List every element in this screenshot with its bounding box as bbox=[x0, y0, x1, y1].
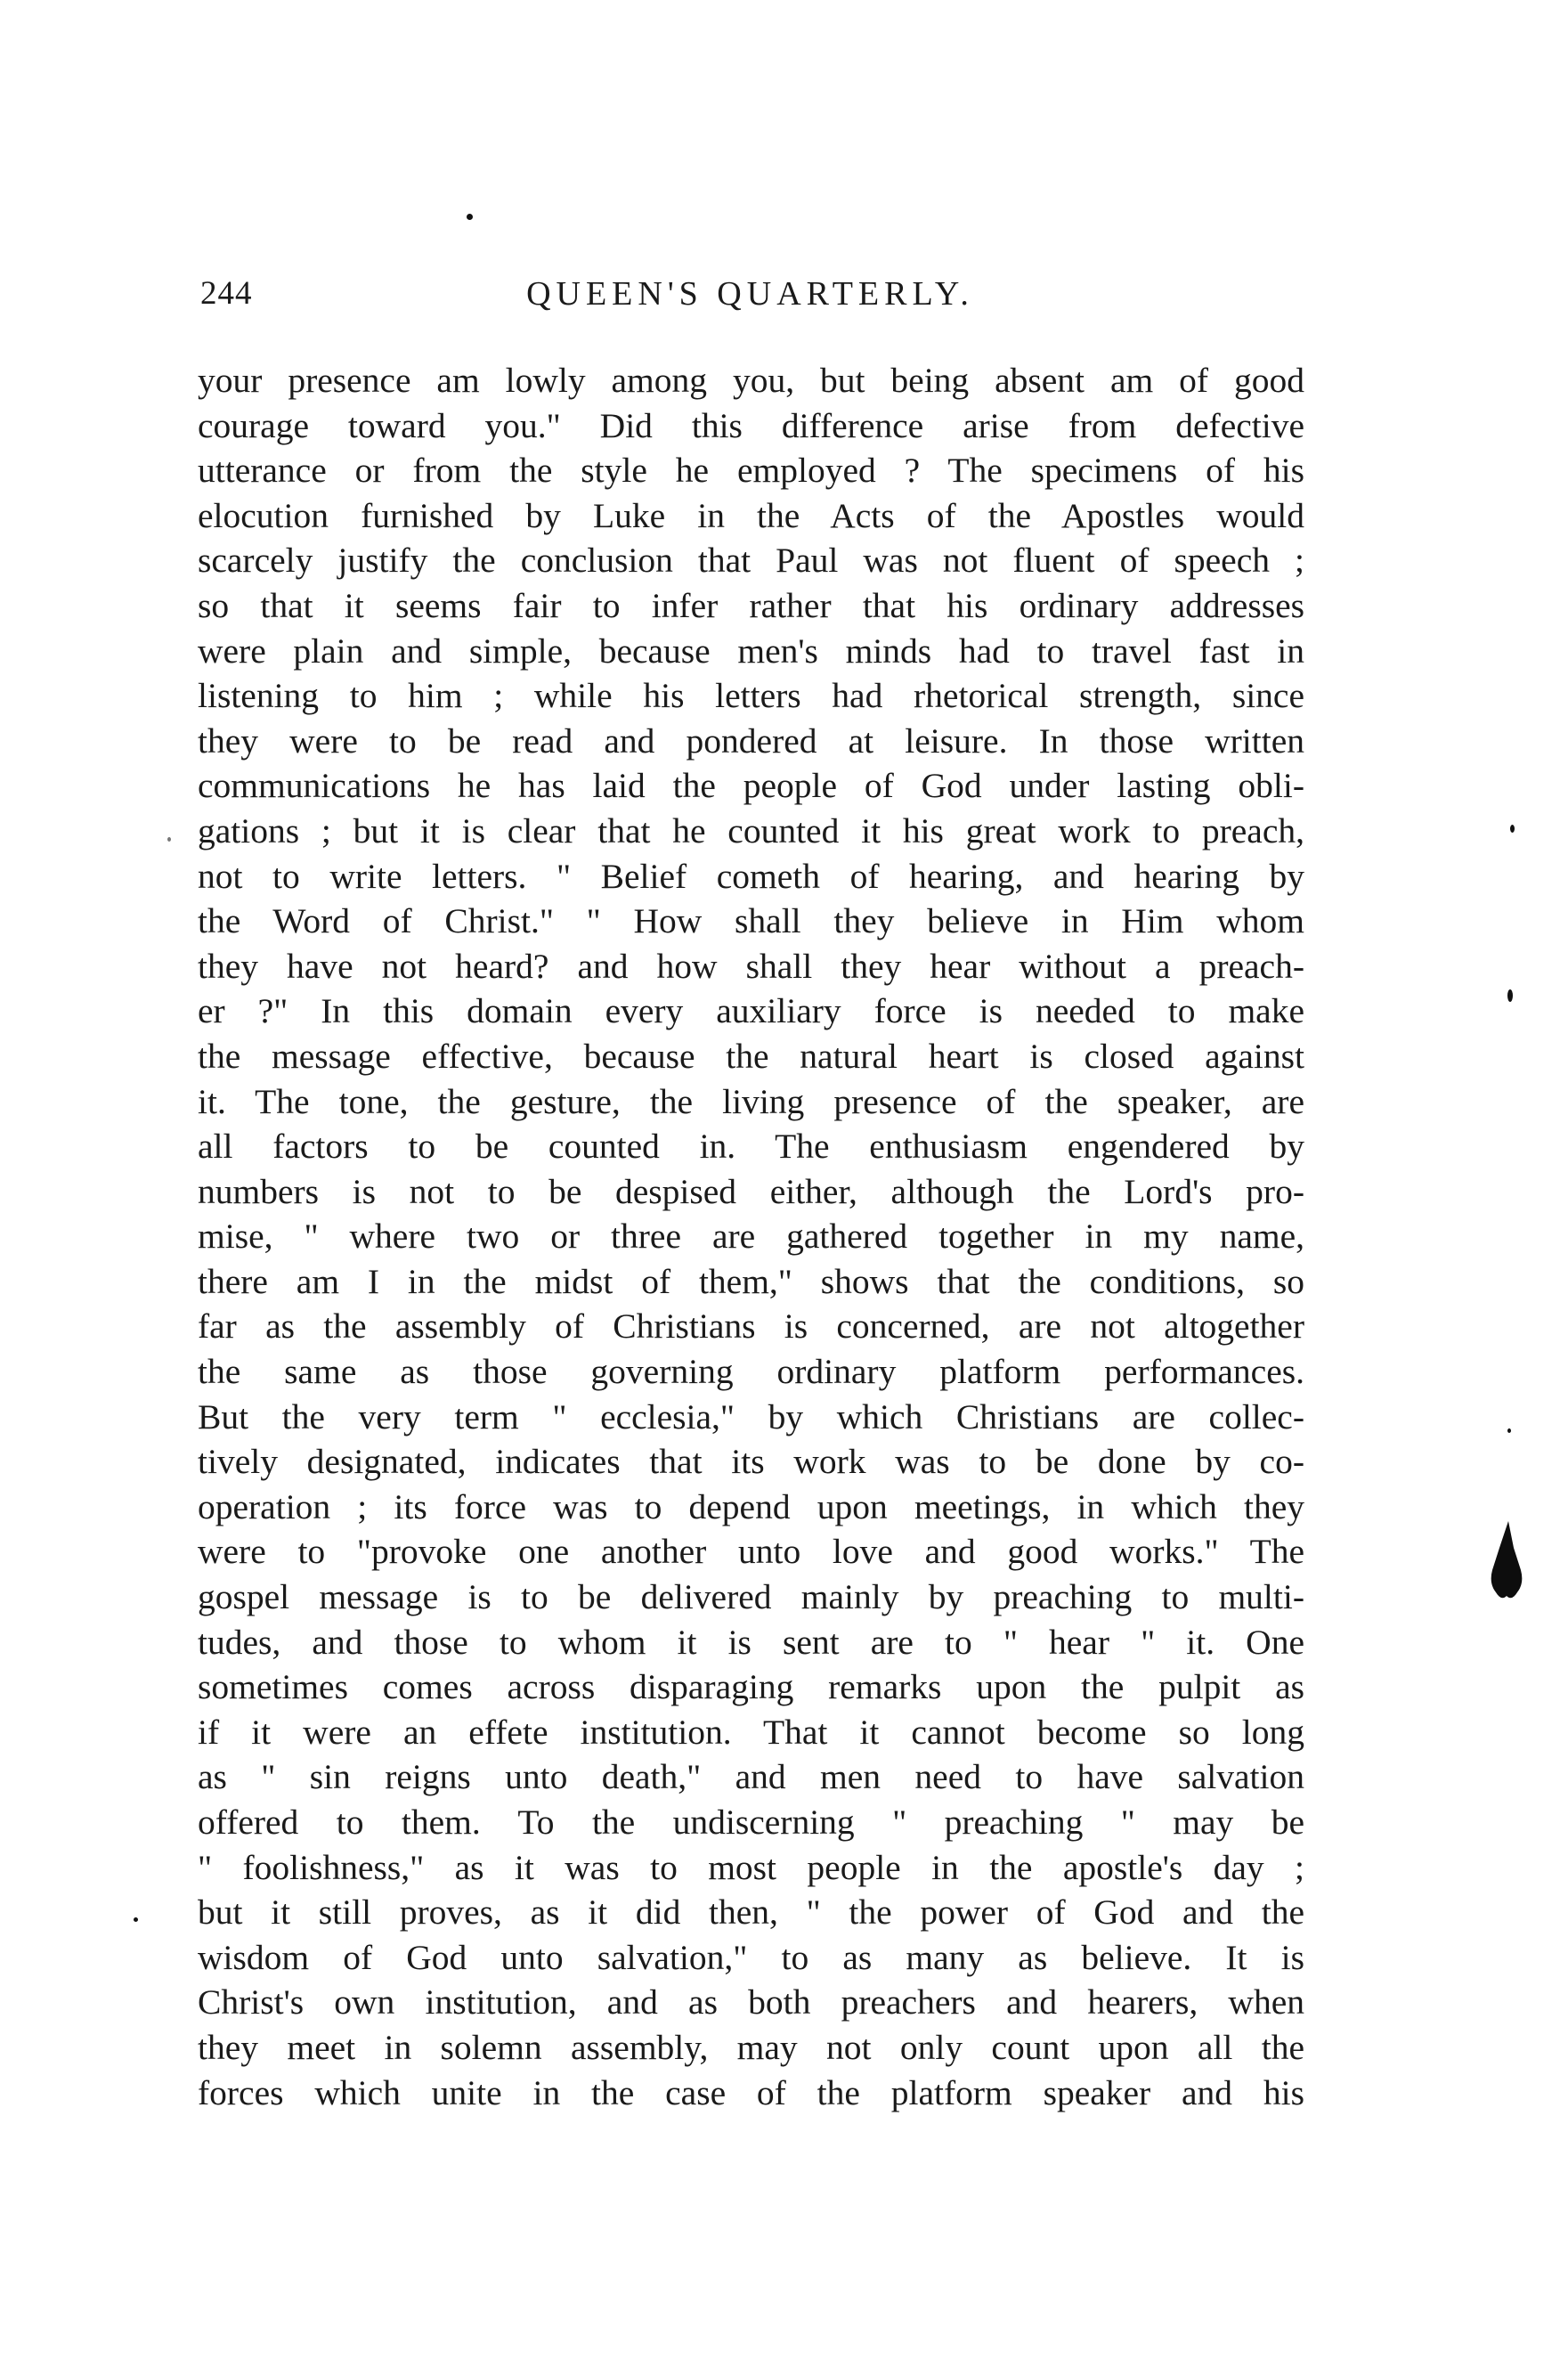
text-line: elocution furnished by Luke in the Acts of the Apostles would bbox=[198, 495, 1304, 535]
text-line: listening to him ; while his letters had rhetorical strength, since bbox=[198, 676, 1304, 716]
scan-speck bbox=[1507, 989, 1513, 1002]
text-line: " foolishness," as it was to most people in the apostle's day ; bbox=[198, 1847, 1304, 1887]
text-line: numbers is not to be despised either, although the Lord's pro- bbox=[198, 1171, 1304, 1211]
text-line: operation ; its force was to depend upon meetings, in which they bbox=[198, 1486, 1304, 1526]
text-line: scarcely justify the conclusion that Paul was not fluent of speech ; bbox=[198, 541, 1304, 581]
text-line: your presence am lowly among you, but being absent am of good bbox=[198, 361, 1304, 400]
text-line: tudes, and those to whom it is sent are to " hear " it. One bbox=[198, 1622, 1304, 1662]
text-line: so that it seems fair to infer rather that his ordinary addresses bbox=[198, 585, 1304, 625]
text-line: they were to be read and pondered at leisure. In those written bbox=[198, 720, 1304, 761]
scan-speck bbox=[1507, 1428, 1511, 1433]
text-line: it. The tone, the gesture, the living presence of the speaker, are bbox=[198, 1081, 1304, 1121]
text-line: not to write letters. " Belief cometh of hearing, and hearing by bbox=[198, 856, 1304, 896]
text-line: were plain and simple, because men's minds had to travel fast in bbox=[198, 631, 1304, 671]
text-line: the Word of Christ." " How shall they believe in Him whom bbox=[198, 901, 1304, 941]
text-line: gations ; but it is clear that he counted it his great work to preach, bbox=[198, 810, 1304, 850]
text-line: offered to them. To the undiscerning " preaching " may be bbox=[198, 1803, 1304, 1842]
scan-speck bbox=[167, 837, 171, 842]
text-line: But the very term " ecclesia," by which Christians are collec- bbox=[198, 1396, 1304, 1436]
ink-blot bbox=[1489, 1521, 1524, 1601]
scan-speck bbox=[467, 214, 473, 220]
text-line: mise, " where two or three are gathered together in my name, bbox=[198, 1217, 1304, 1257]
running-title: QUEEN'S QUARTERLY. bbox=[526, 275, 974, 313]
text-line: the same as those governing ordinary platform performances. bbox=[198, 1352, 1304, 1392]
text-line: there am I in the midst of them," shows that the conditions, so bbox=[198, 1261, 1304, 1301]
text-line: er ?" In this domain every auxiliary force is needed to make bbox=[198, 991, 1304, 1031]
text-line: tively designated, indicates that its work was to be done by co- bbox=[198, 1442, 1304, 1482]
text-line: utterance or from the style he employed ? The specimens of his bbox=[198, 451, 1304, 491]
text-line: all factors to be counted in. The enthusiasm engendered by bbox=[198, 1127, 1304, 1167]
text-line: were to "provoke one another unto love and good works." The bbox=[198, 1532, 1304, 1572]
text-line: communications he has laid the people of God under lasting obli- bbox=[198, 766, 1304, 806]
text-line: they meet in solemn assembly, may not only count upon all the bbox=[198, 2027, 1304, 2067]
text-line: forces which unite in the case of the platform speaker and his bbox=[198, 2072, 1304, 2112]
text-line: wisdom of God unto salvation," to as many as believe. It is bbox=[198, 1937, 1304, 1977]
text-line: far as the assembly of Christians is concerned, are not altogether bbox=[198, 1306, 1304, 1347]
page-header bbox=[200, 274, 1300, 328]
text-line: gospel message is to be delivered mainly by preaching to multi- bbox=[198, 1577, 1304, 1617]
text-line: courage toward you." Did this difference arise from defective bbox=[198, 405, 1304, 445]
text-line: Christ's own institution, and as both preachers and hearers, when bbox=[198, 1982, 1304, 2022]
text-line: as " sin reigns unto death," and men need to have salvation bbox=[198, 1757, 1304, 1797]
text-line: sometimes comes across disparaging remarks upon the pulpit as bbox=[198, 1667, 1304, 1707]
body-text bbox=[198, 358, 1304, 2115]
text-line: they have not heard? and how shall they hear without a preach- bbox=[198, 946, 1304, 986]
scan-speck bbox=[134, 1917, 138, 1922]
scan-speck bbox=[1510, 825, 1515, 833]
text-line: if it were an effete institution. That it cannot become so long bbox=[198, 1712, 1304, 1752]
page-number: 244 bbox=[200, 275, 253, 312]
text-line: the message effective, because the natural heart is closed against bbox=[198, 1036, 1304, 1076]
text-line: but it still proves, as it did then, " the power of God and the bbox=[198, 1892, 1304, 1933]
